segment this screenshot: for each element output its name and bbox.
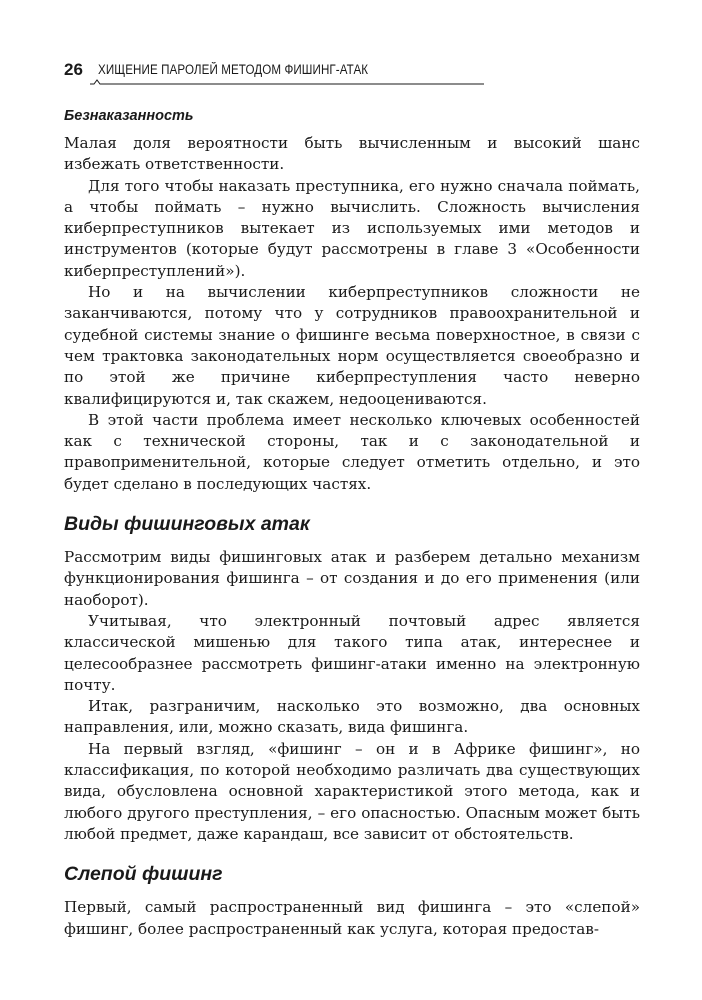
paragraph: Учитывая, что электронный почтовый адрес является классической мишенью для такого типа атак, интереснее и целесообразнее рассмотреть фишинг-атаки именно на электронную почту. <box>64 611 640 694</box>
page-header <box>64 58 644 86</box>
section-heading-blind-phishing: Слепой фишинг <box>64 863 223 886</box>
page-number: 26 <box>64 60 83 79</box>
paragraph: Для того чтобы наказать преступника, его нужно сначала поймать, а чтобы поймать – нужно вычислить. Сложность вычисления киберпреступников вытекает из используемых ими методов и инструментов (которые будут рассмотрены в главе 3 «Особенности киберпреступлений»). <box>64 176 640 280</box>
paragraph: Но и на вычислении киберпреступников сложности не заканчиваются, потому что у сотрудников правоохранительной и судебной системы знание о фишинге весьма поверхностное, в связи с чем трактовка законодательных норм осуществляется своеобразно и по этой же причине киберпреступления часто неверно квалифицируются и, так скажем, недооцениваются. <box>64 283 640 408</box>
page-body <box>64 106 640 940</box>
paragraph: На первый взгляд, «фишинг – он и в Африке фишинг», но классификация, по которой необходимо различать два существующих вида, обусловлена основной характеристикой этого метода, как и любого другого преступления, – его опасностью. Опасным может быть любой предмет, даже карандаш, все зависит от обстоятельств. <box>64 739 640 843</box>
paragraph: В этой части проблема имеет несколько ключевых особенностей как с технической стороны, так и с законодательной и правоприменительной, которые следует отметить отдельно, и это будет сделано в последующих частях. <box>64 410 640 493</box>
paragraph: Итак, разграничим, насколько это возможно, два основных направления, или, можно сказать, вида фишинга. <box>64 697 640 737</box>
running-title: ХИЩЕНИЕ ПАРОЛЕЙ МЕТОДОМ ФИШИНГ-АТАК <box>98 62 369 77</box>
paragraph: Малая доля вероятности быть вычисленным и высокий шанс избежать ответственности. <box>64 134 640 174</box>
paragraph: Первый, самый распространенный вид фишинга – это «слепой» фишинг, более распространенный как услуга, которая предостав- <box>64 898 640 938</box>
subheading-impunity: Безнаказанность <box>64 108 194 124</box>
section-heading-phishing-types: Виды фишинговых атак <box>64 513 310 536</box>
paragraph: Рассмотрим виды фишинговых атак и разберем детально механизм функционирования фишинга – от создания и до его применения (или наоборот). <box>64 548 640 609</box>
